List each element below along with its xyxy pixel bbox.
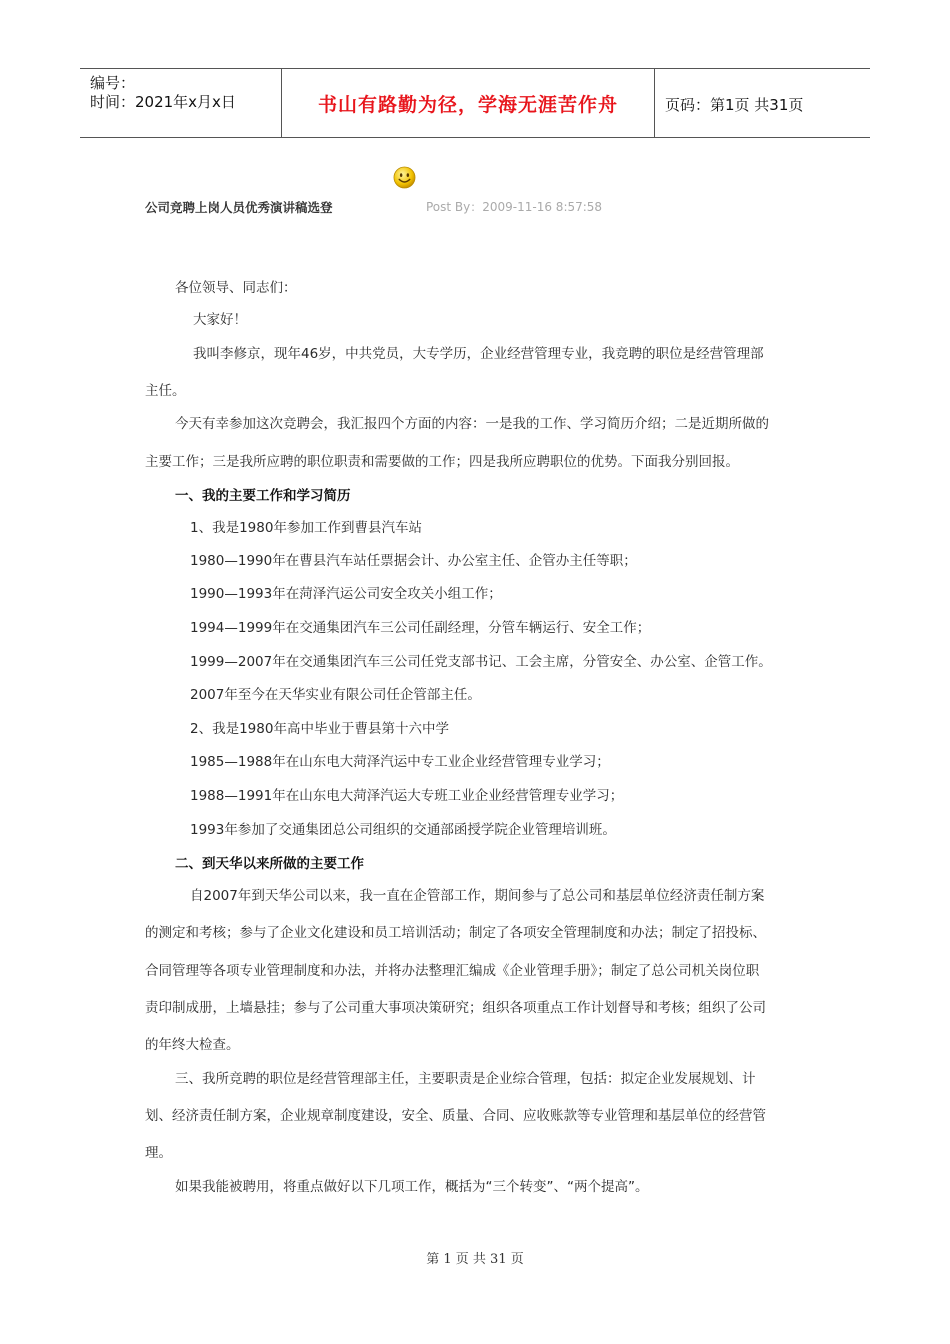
section-2-paragraph-cont: 的测定和考核；参与了企业文化建设和员工培训活动；制定了各项安全管理制度和办法；制定了招投标、 <box>145 925 766 941</box>
resume-line: 2、我是1980年高中毕业于曹县第十六中学 <box>190 721 449 737</box>
post-title: 公司竞聘上岗人员优秀演讲稿选登 <box>145 200 333 215</box>
section-2-paragraph-cont: 合同管理等各项专业管理制度和办法，并将办法整理汇编成《企业管理手册》；制定了总公司机关岗位职 <box>145 963 760 979</box>
resume-line: 1、我是1980年参加工作到曹县汽车站 <box>190 520 422 536</box>
section-3-paragraph-cont: 理。 <box>145 1145 172 1161</box>
smiley-face-icon <box>393 166 416 189</box>
section-2-paragraph-cont: 的年终大检查。 <box>145 1037 240 1053</box>
motto-cell <box>281 69 655 137</box>
section-heading-1: 一、我的主要工作和学习简历 <box>175 488 351 504</box>
resume-line: 1990—1993年在菏泽汽运公司安全攻关小组工作； <box>190 586 502 602</box>
resume-line: 1993年参加了交通集团总公司组织的交通部函授学院企业管理培训班。 <box>190 822 616 838</box>
section-2-paragraph-cont: 责印制成册，上墙悬挂；参与了公司重大事项决策研究；组织各项重点工作计划督导和考核；组织了公司 <box>145 1000 766 1016</box>
page-info: 页码：第1页 共31页 <box>665 96 804 114</box>
section-2-paragraph: 自2007年到天华公司以来，我一直在企管部工作，期间参与了总公司和基层单位经济责任制方案 <box>190 888 765 904</box>
time-label: 时间：2021年x月x日 <box>90 93 236 111</box>
intro-paragraph-2: 今天有幸参加这次竞聘会，我汇报四个方面的内容：一是我的工作、学习简历介绍；二是近期所做的 <box>175 416 769 432</box>
section-4-paragraph: 如果我能被聘用，将重点做好以下几项工作，概括为“三个转变”、“两个提高”。 <box>175 1179 649 1195</box>
resume-line: 1988—1991年在山东电大菏泽汽运大专班工业企业经营管理专业学习； <box>190 788 624 804</box>
greeting: 各位领导、同志们： <box>175 280 297 296</box>
resume-line: 1999—2007年在交通集团汽车三公司任党支部书记、工会主席，分管安全、办公室、企管工作。 <box>190 654 772 670</box>
post-meta: Post By：2009-11-16 8:57:58 <box>426 200 603 214</box>
section-3-paragraph-cont: 划、经济责任制方案，企业规章制度建设，安全、质量、合同、应收账款等专业管理和基层单位的经营管 <box>145 1108 766 1124</box>
hello: 大家好！ <box>193 312 247 328</box>
header-table <box>80 68 870 138</box>
resume-line: 1985—1988年在山东电大菏泽汽运中专工业企业经营管理专业学习； <box>190 754 610 770</box>
motto-text: 书山有路勤为径，学海无涯苦作舟 <box>317 93 618 116</box>
intro-paragraph-1-cont: 主任。 <box>145 383 186 399</box>
resume-line: 1994—1999年在交通集团汽车三公司任副经理，分管车辆运行、安全工作； <box>190 620 651 636</box>
section-3-paragraph: 三、我所竞聘的职位是经营管理部主任，主要职责是企业综合管理，包括：拟定企业发展规划、计 <box>175 1071 756 1087</box>
resume-line: 1980—1990年在曹县汽车站任票据会计、办公室主任、企管办主任等职； <box>190 553 637 569</box>
resume-line: 2007年至今在天华实业有限公司任企管部主任。 <box>190 687 481 703</box>
section-heading-2: 二、到天华以来所做的主要工作 <box>175 856 364 872</box>
intro-paragraph-1: 我叫李修京，现年46岁，中共党员，大专学历，企业经营管理专业，我竞聘的职位是经营管理部 <box>193 346 764 362</box>
number-label: 编号： <box>90 74 136 92</box>
intro-paragraph-2-cont: 主要工作；三是我所应聘的职位职责和需要做的工作；四是我所应聘职位的优势。下面我分别回报。 <box>145 454 739 470</box>
page-footer: 第 1 页 共 31 页 <box>426 1252 524 1267</box>
